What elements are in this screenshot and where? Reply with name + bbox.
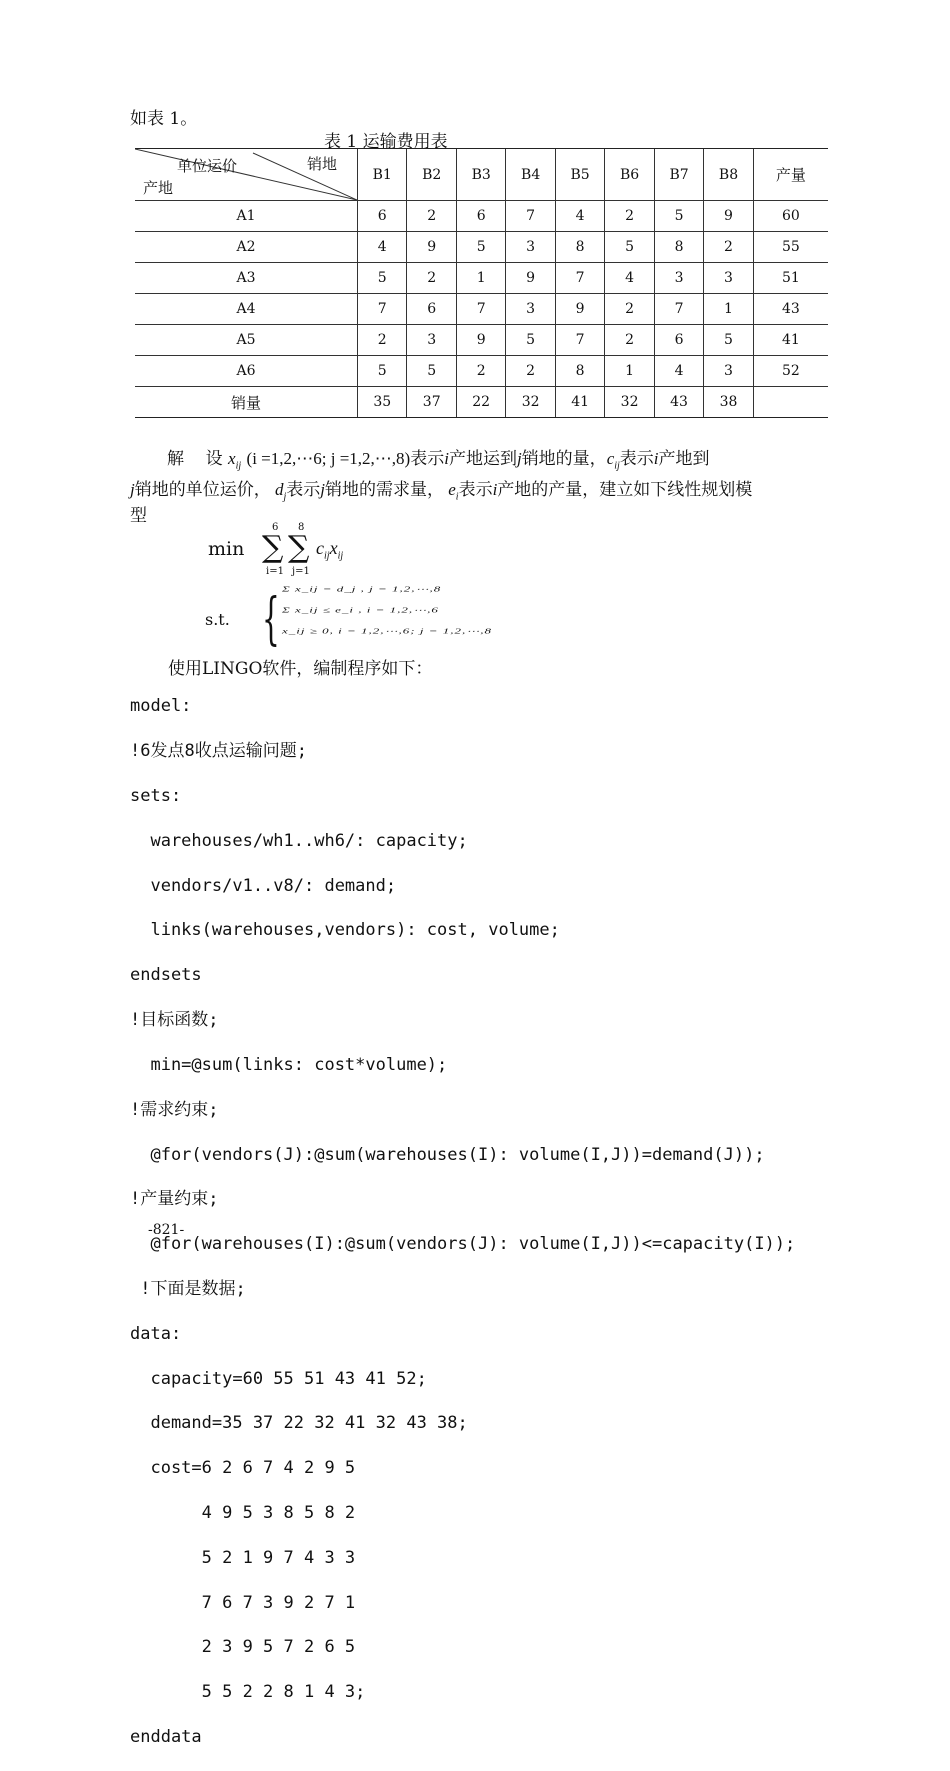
sales-cell: 22: [456, 387, 505, 418]
production-cell: 41: [753, 325, 828, 356]
solution-line-1: [167, 444, 710, 471]
cost-cell: 7: [555, 325, 604, 356]
lingo-intro: 使用LINGO软件，编制程序如下：: [168, 659, 433, 679]
code-line: warehouses/wh1..wh6/: capacity;: [130, 830, 468, 851]
cost-cell: 3: [704, 263, 753, 294]
text-8: 销地的需求量，: [325, 480, 444, 500]
cost-cell: 7: [456, 294, 505, 325]
cost-cell: 7: [358, 294, 407, 325]
var-j: j: [320, 480, 325, 499]
code-line: min=@sum(links: cost*volume);: [130, 1054, 448, 1075]
text-9: 表示: [458, 480, 493, 500]
cost-cell: 8: [555, 356, 604, 387]
text-2: 产地运到: [448, 449, 517, 469]
cost-cell: 8: [654, 232, 703, 263]
cost-cell: 2: [605, 325, 654, 356]
cost-cell: 7: [654, 294, 703, 325]
min-label: min: [208, 538, 245, 560]
cost-cell: 5: [605, 232, 654, 263]
var-i: i: [653, 449, 659, 468]
cost-cell: 9: [456, 325, 505, 356]
code-line: capacity=60 55 51 43 41 52;: [130, 1368, 427, 1389]
sales-cell-empty: [753, 387, 828, 418]
production-cell: 55: [753, 232, 828, 263]
code-line: !6发点8收点运输问题;: [130, 741, 307, 762]
cost-cell: 2: [605, 201, 654, 232]
code-line: !需求约束;: [130, 1099, 219, 1120]
production-cell: 52: [753, 356, 828, 387]
intro-text: 如表 1。: [130, 109, 198, 129]
row-label: A5: [135, 325, 358, 356]
production-cell: 51: [753, 263, 828, 294]
solution-line-3: 型: [130, 506, 147, 526]
cost-cell: 5: [407, 356, 456, 387]
cost-cell: 1: [605, 356, 654, 387]
cost-cell: 3: [704, 356, 753, 387]
code-line: !产量约束;: [130, 1189, 219, 1210]
var-e: $e_i$: [444, 480, 459, 503]
sum-lower-j: j=1: [292, 566, 310, 577]
var-d: $d_j$: [270, 480, 287, 503]
text-1: 表示: [410, 449, 445, 469]
index-range: (i =1,2,⋯6; j =1,2,⋯,8): [246, 449, 411, 468]
code-line: data:: [130, 1323, 182, 1344]
header-b3: B3: [456, 149, 505, 201]
var-j: j: [130, 480, 135, 499]
cost-cell: 5: [358, 263, 407, 294]
production-cell: 60: [753, 201, 828, 232]
text-3: 销地的量，: [521, 449, 607, 469]
var-j: j: [516, 449, 522, 468]
cost-cell: 9: [506, 263, 555, 294]
table-row: [135, 356, 828, 387]
cost-cell: 6: [358, 201, 407, 232]
var-x: $x_{ij}$: [228, 449, 242, 472]
code-line: @for(warehouses(I):@sum(vendors(J): volume(I,J))<=capacity(I));: [130, 1234, 796, 1255]
text-6: 销地的单位运价，: [134, 480, 271, 500]
st-label: s.t.: [205, 610, 230, 629]
code-line: endsets: [130, 965, 202, 986]
constraint-1: Σ x_ij = d_j , j = 1,2,⋯,8: [282, 585, 442, 594]
cost-cell: 4: [555, 201, 604, 232]
header-b5: B5: [555, 149, 604, 201]
cost-cell: 9: [704, 201, 753, 232]
constraint-2: Σ x_ij ≤ e_i , i = 1,2,⋯,6: [282, 606, 439, 615]
code-line: @for(vendors(J):@sum(warehouses(I): volume(I,J))=demand(J));: [130, 1144, 765, 1165]
cost-cell: 3: [506, 232, 555, 263]
brace-icon: {: [262, 586, 280, 652]
code-line: 5 5 2 2 8 1 4 3;: [130, 1682, 366, 1703]
cost-cell: 6: [407, 294, 456, 325]
row-label: A6: [135, 356, 358, 387]
code-line: 5 2 1 9 7 4 3 3: [130, 1547, 356, 1568]
freight-cost-table: [135, 148, 828, 418]
cost-cell: 4: [605, 263, 654, 294]
code-line: vendors/v1..v8/: demand;: [130, 875, 397, 896]
text-10: 产地的产量，建立如下线性规划模: [497, 480, 753, 500]
corner-origin: 产地: [143, 179, 174, 197]
sales-cell: 32: [605, 387, 654, 418]
code-line: cost=6 2 6 7 4 2 9 5: [130, 1458, 356, 1479]
table-row: [135, 325, 828, 356]
code-line: model:: [130, 696, 192, 717]
header-b2: B2: [407, 149, 456, 201]
cost-cell: 2: [605, 294, 654, 325]
cost-cell: 5: [704, 325, 753, 356]
cost-cell: 7: [506, 201, 555, 232]
sigma-i-icon: ∑: [262, 530, 284, 565]
header-b1: B1: [358, 149, 407, 201]
row-label: A3: [135, 263, 358, 294]
row-label: A2: [135, 232, 358, 263]
cost-cell: 6: [456, 201, 505, 232]
var-i: i: [444, 449, 449, 468]
cost-cell: 7: [555, 263, 604, 294]
var-i: i: [492, 480, 498, 499]
sales-cell: 35: [358, 387, 407, 418]
header-b8: B8: [704, 149, 753, 201]
cost-cell: 6: [654, 325, 703, 356]
cost-cell: 9: [555, 294, 604, 325]
code-line: demand=35 37 22 32 41 32 43 38;: [130, 1413, 468, 1434]
set-word: 设: [205, 449, 223, 469]
table-row: [135, 263, 828, 294]
cost-cell: 8: [555, 232, 604, 263]
lingo-code-block: [130, 673, 795, 1771]
corner-unit-price: 单位运价: [177, 157, 238, 175]
solution-line-2: [130, 475, 752, 502]
code-line: enddata: [130, 1727, 202, 1748]
constraint-3: x_ij ≥ 0, i = 1,2,⋯,6; j = 1,2,⋯,8: [282, 627, 492, 636]
objective-term: $c_{ij}x_{ij}$: [316, 538, 344, 562]
header-b6: B6: [605, 149, 654, 201]
code-line: 7 6 7 3 9 2 7 1: [130, 1592, 356, 1613]
text-7: 表示: [286, 480, 321, 500]
sales-cell: 41: [555, 387, 604, 418]
code-line: sets:: [130, 786, 182, 807]
code-line: !下面是数据;: [130, 1278, 246, 1299]
sales-cell: 37: [407, 387, 456, 418]
cost-cell: 1: [704, 294, 753, 325]
code-line: links(warehouses,vendors): cost, volume;: [130, 920, 560, 941]
cost-cell: 4: [358, 232, 407, 263]
cost-cell: 5: [358, 356, 407, 387]
text-5: 产地到: [658, 449, 710, 469]
header-b7: B7: [654, 149, 703, 201]
solution-lead: 解: [167, 449, 184, 469]
table-row: [135, 201, 828, 232]
objective-formula: [262, 522, 372, 582]
table-corner-cell: [135, 149, 358, 201]
row-label: A4: [135, 294, 358, 325]
cost-cell: 2: [358, 325, 407, 356]
var-c: $c_{ij}$: [606, 449, 620, 472]
sum-upper-6: 6: [272, 522, 279, 533]
corner-sales: 销地: [307, 155, 338, 173]
sum-upper-8: 8: [298, 522, 305, 533]
cost-cell: 5: [456, 232, 505, 263]
cost-cell: 2: [506, 356, 555, 387]
cost-cell: 9: [407, 232, 456, 263]
sales-cell: 32: [506, 387, 555, 418]
cost-cell: 5: [506, 325, 555, 356]
code-line: 2 3 9 5 7 2 6 5: [130, 1637, 356, 1658]
production-cell: 43: [753, 294, 828, 325]
cost-cell: 2: [407, 201, 456, 232]
sales-label: 销量: [135, 387, 358, 418]
table-row: [135, 294, 828, 325]
cost-cell: 3: [407, 325, 456, 356]
cost-cell: 1: [456, 263, 505, 294]
cost-cell: 2: [407, 263, 456, 294]
table-row: [135, 232, 828, 263]
code-line: 4 9 5 3 8 5 8 2: [130, 1503, 356, 1524]
cost-cell: 2: [456, 356, 505, 387]
header-production: 产量: [753, 149, 828, 201]
sigma-j-icon: ∑: [288, 530, 310, 565]
sum-lower-i: i=1: [266, 566, 284, 577]
sales-cell: 43: [654, 387, 703, 418]
header-b4: B4: [506, 149, 555, 201]
cost-cell: 5: [654, 201, 703, 232]
cost-cell: 4: [654, 356, 703, 387]
cost-cell: 2: [704, 232, 753, 263]
text-4: 表示: [619, 449, 654, 469]
row-label: A1: [135, 201, 358, 232]
cost-cell: 3: [654, 263, 703, 294]
page-number: -821-: [148, 1222, 185, 1238]
sales-row: [135, 387, 828, 418]
code-line: !目标函数;: [130, 1010, 219, 1031]
cost-cell: 3: [506, 294, 555, 325]
table-caption: 表 1 运输费用表: [324, 132, 448, 152]
sales-cell: 38: [704, 387, 753, 418]
table-header-row: [135, 149, 828, 201]
